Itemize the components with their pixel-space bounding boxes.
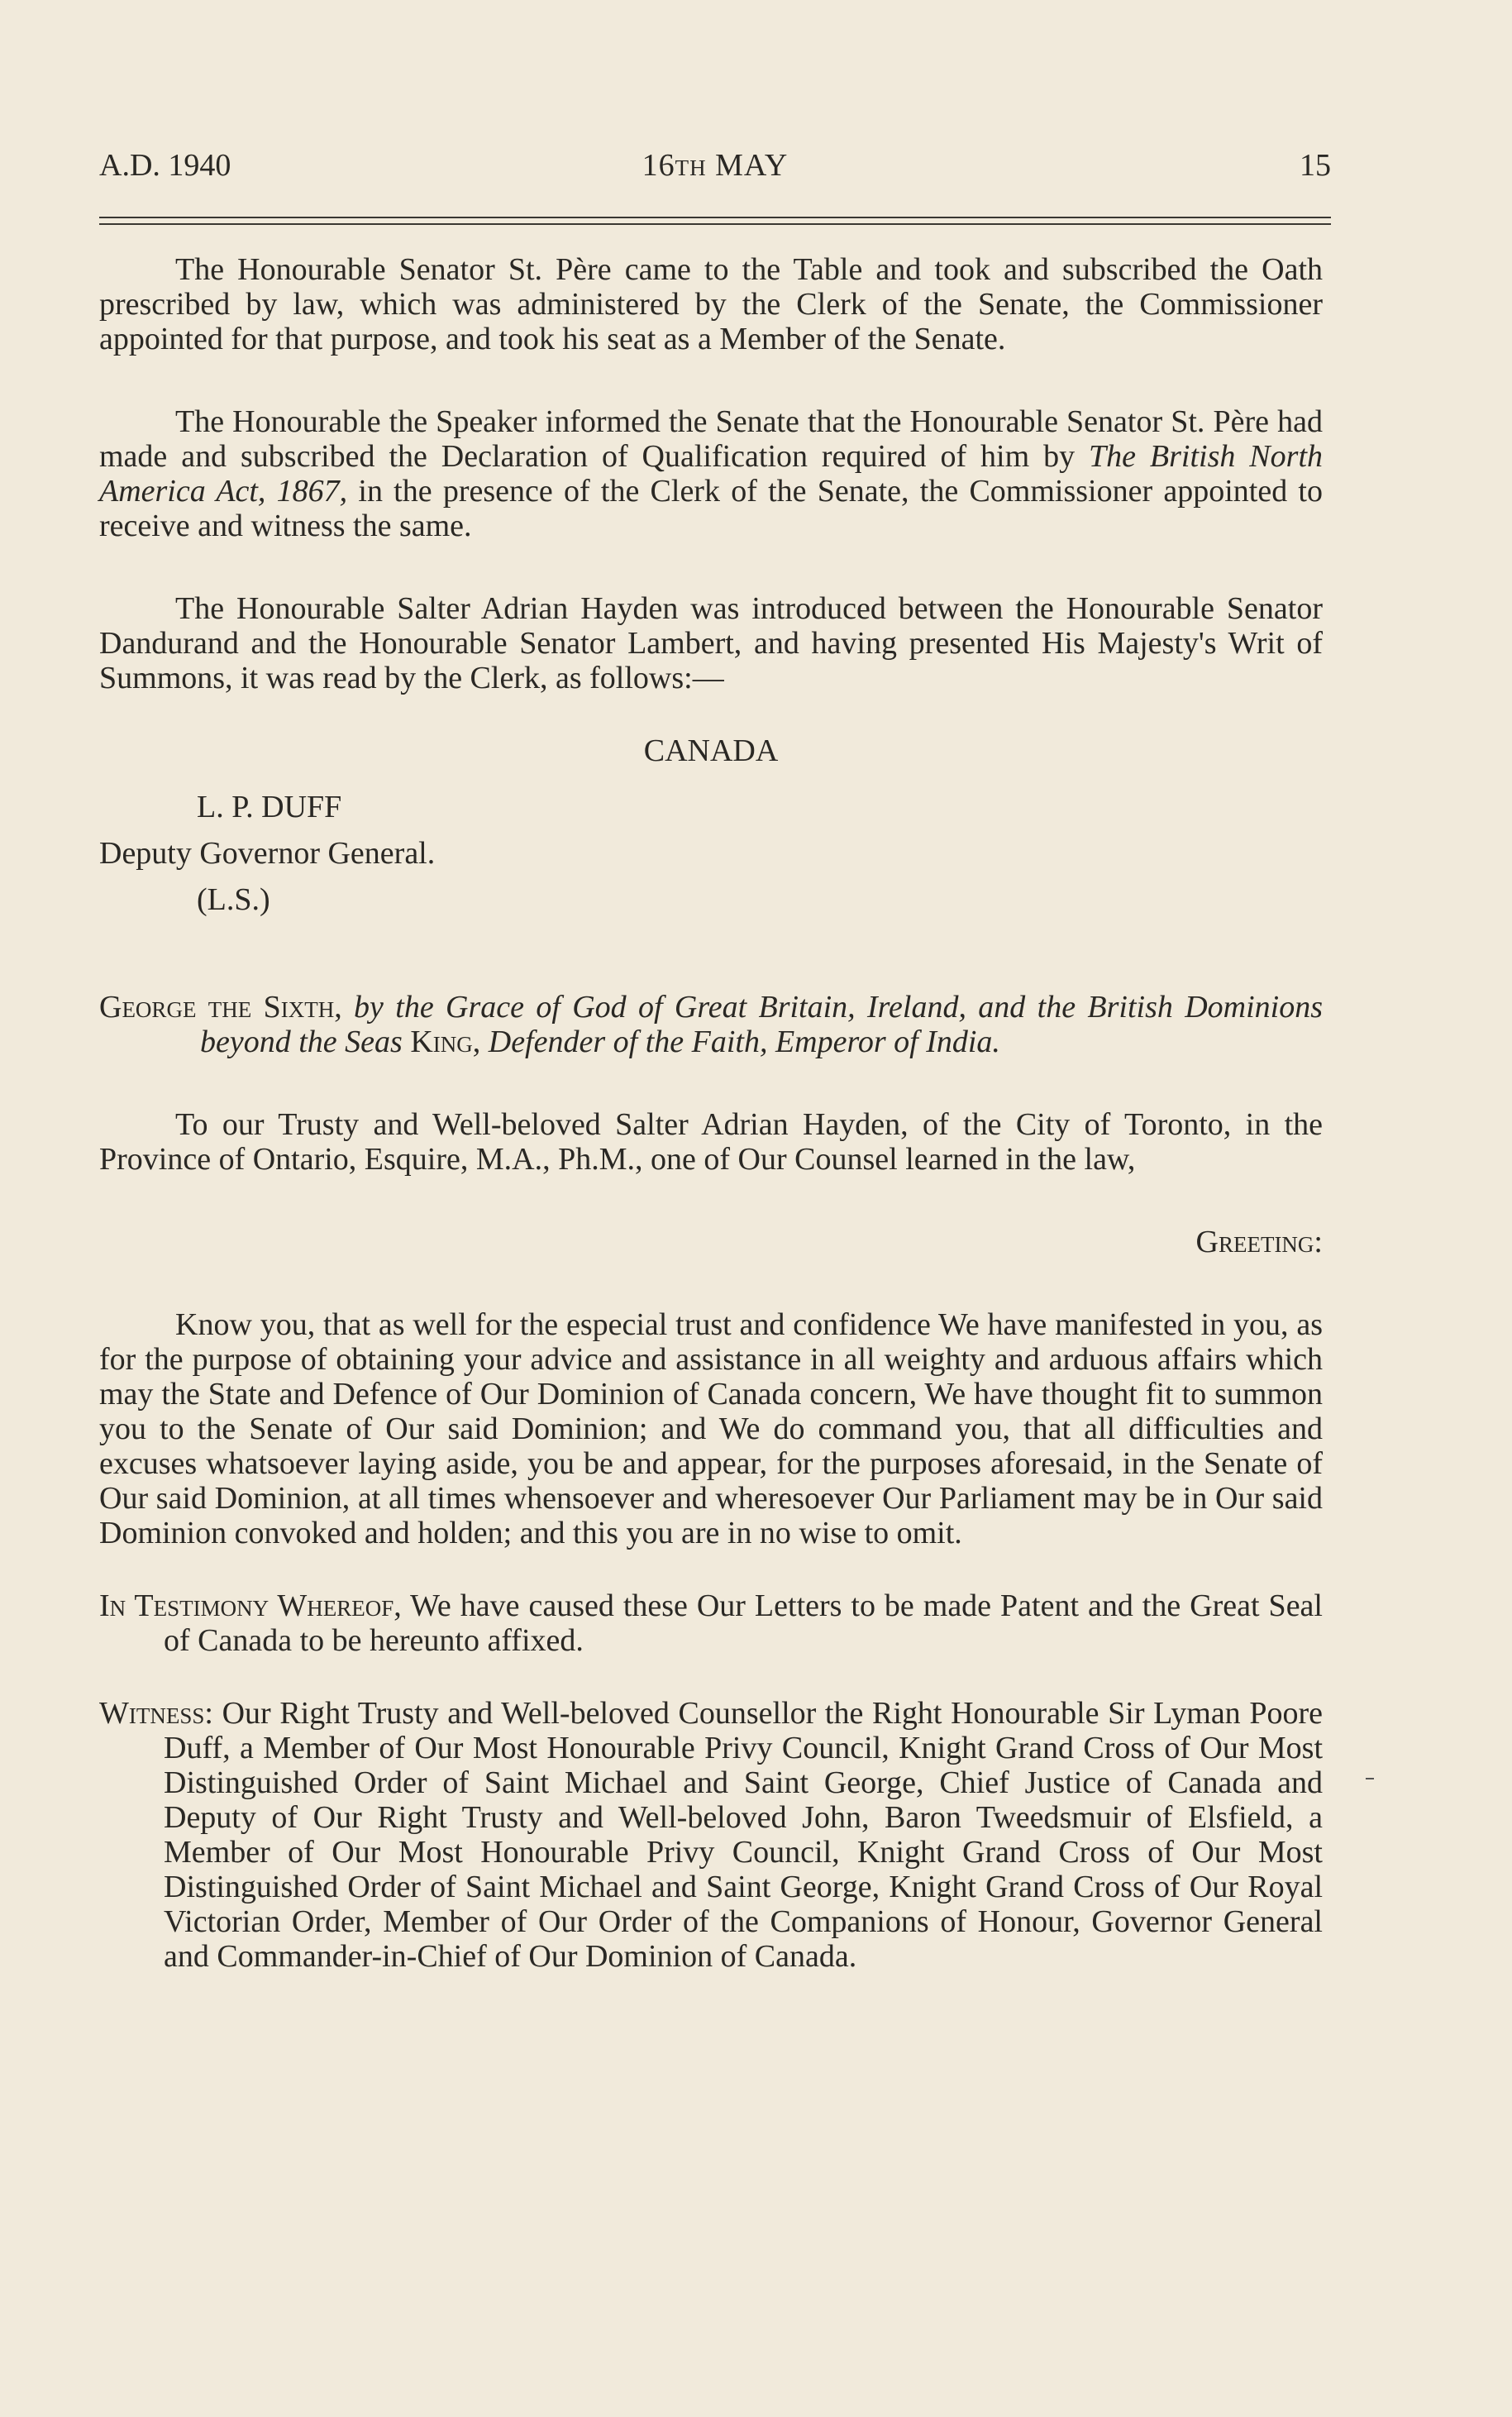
header-rule-top <box>99 217 1331 218</box>
declaration-text-b: in the presence of the Clerk of the Senate, the Commissioner appointed to receive and witness the same. <box>99 474 1323 543</box>
writ-witness <box>40 1696 1323 1974</box>
act-title: The British North America Act, 1867, <box>99 439 1323 509</box>
writ-king-style <box>99 990 1323 1059</box>
seal-mark: (L.S.) <box>197 882 270 917</box>
page-body <box>99 252 1323 1974</box>
testimony-label: In Testimony Whereof, <box>99 1588 402 1623</box>
header-year: A.D. 1940 <box>99 148 231 183</box>
writ-country: CANADA <box>643 733 779 768</box>
king-style-b: Defender of the Faith, Emperor of India. <box>480 1025 1000 1059</box>
writ-addressee: To our Trusty and Well-beloved Salter Adrian Hayden, of the City of Toronto, in the Province of Ontario, Esquire, M.A., Ph.M., one of Our Counsel learned in the law, <box>99 1107 1323 1177</box>
signer-name: L. P. DUFF <box>197 790 342 824</box>
king-style-a: by the Grace of God of Great Britain, Ireland, and the British Dominions beyond the Seas <box>200 990 1323 1059</box>
writ-greeting: Greeting: <box>1195 1225 1323 1259</box>
signer-title: Deputy Governor General. <box>99 836 436 871</box>
header-date: 16th MAY <box>642 148 789 183</box>
king-word: King, <box>410 1025 481 1059</box>
witness-label: Witness: <box>99 1696 213 1731</box>
testimony-text: We have caused these Our Letters to be made Patent and the Great Seal of Canada to be hereunto affixed. <box>164 1588 1323 1658</box>
page-number: 15 <box>1300 148 1331 183</box>
writ-know-you: Know you, that as well for the especial trust and confidence We have manifested in you, as for the purpose of obtaining your advice and assistance in all weighty and arduous affairs which may the State and Defence of Our Dominion of Canada concern, We have thought fit to summon you to the Senate of Our said Dominion; and We do command you, that all difficulties and excuses whatsoever laying aside, you be and appear, for the purposes aforesaid, in the Senate of Our said Dominion, at all times whensoever and wheresoever Our Parliament may be in Our said Dominion convoked and holden; and this you are in no wise to omit. <box>99 1307 1323 1550</box>
king-name: George the Sixth, <box>99 990 342 1025</box>
paragraph-oath: The Honourable Senator St. Père came to the Table and took and subscribed the Oath prescribed by law, which was administered by the Clerk of the Senate, the Commissioner appointed for that purpose, and took his seat as a Member of the Senate. <box>99 252 1323 356</box>
paragraph-declaration <box>99 404 1323 543</box>
margin-mark <box>1366 1778 1374 1779</box>
witness-text: Our Right Trusty and Well-beloved Counsellor the Right Honourable Sir Lyman Poore Duff, a Member of Our Most Honourable Privy Council, Knight Grand Cross of Our Most Distinguished Order of Saint Michael and Saint George, Chief Justice of Canada and Deputy of Our Right Trusty and Well-beloved John, Baron Tweedsmuir of Elsfield, a Member of Our Most Honourable Privy Council, Knight Grand Cross of Our Most Distinguished Order of Saint Michael and Saint George, Knight Grand Cross of Our Royal Victorian Order, Member of Our Order of the Companions of Honour, Governor General and Commander-in-Chief of Our Dominion of Canada. <box>164 1696 1323 1974</box>
running-header <box>99 147 1331 189</box>
header-rule-bottom <box>99 223 1331 225</box>
paragraph-introduction: The Honourable Salter Adrian Hayden was introduced between the Honourable Senator Dandurand and the Honourable Senator Lambert, and having presented His Majesty's Writ of Summons, it was read by the Clerk, as follows:— <box>99 591 1323 695</box>
writ-signer-block <box>99 790 1323 952</box>
declaration-text-a: The Honourable the Speaker informed the Senate that the Honourable Senator St. Père had made and subscribed the Declaration of Qualification required of him by <box>99 404 1323 474</box>
writ-testimony <box>40 1588 1323 1658</box>
